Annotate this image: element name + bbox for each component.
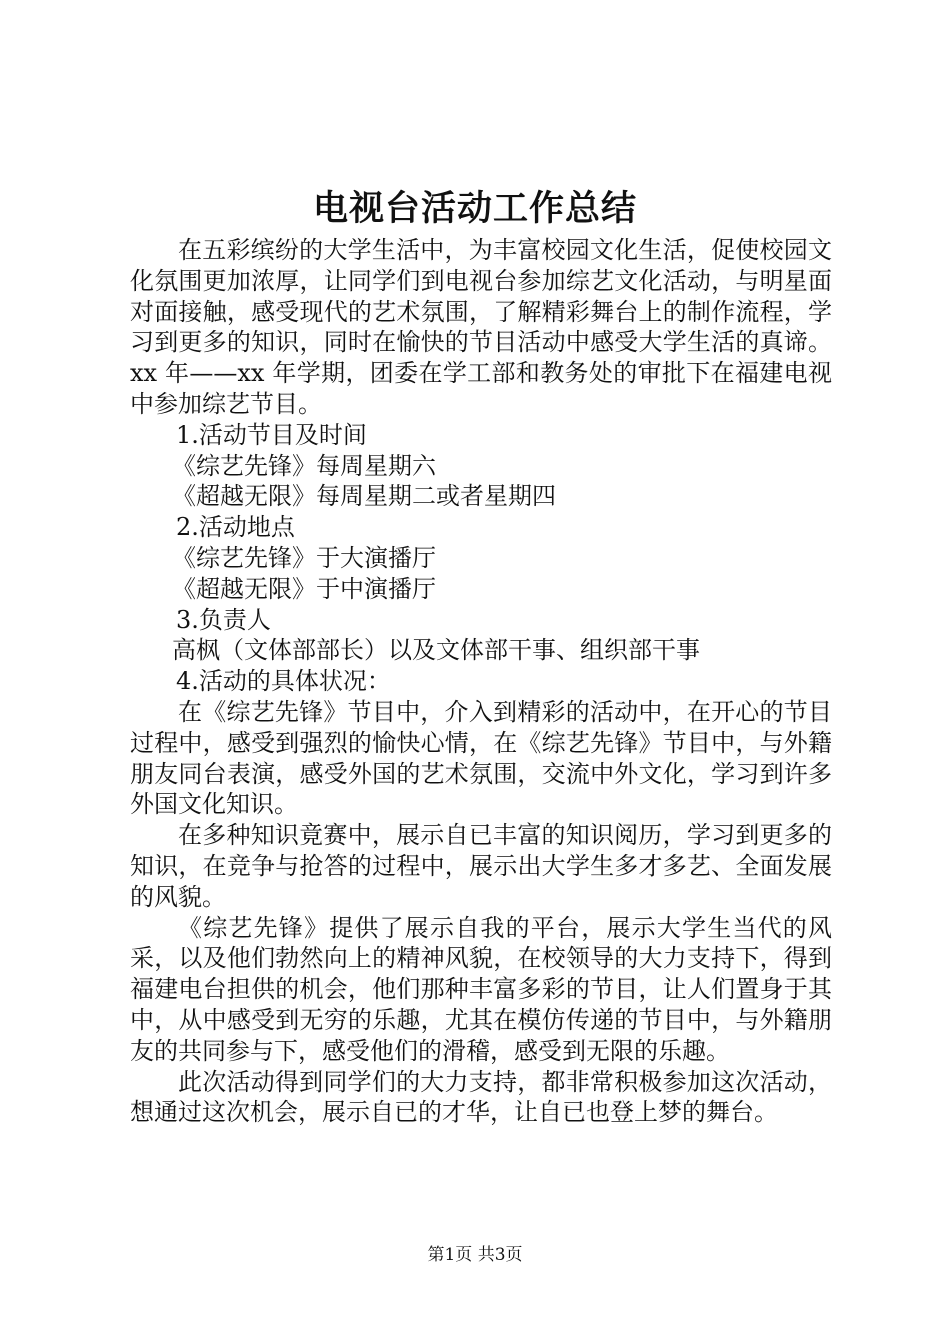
section-heading-responsible: 3.负责人: [176, 605, 271, 634]
document-title: 电视台活动工作总结: [312, 188, 637, 229]
program-time-line-2: 《超越无限》每周星期二或者星期四: [172, 482, 556, 511]
details-paragraph-2: 在多种知识竟赛中，展示自已丰富的知识阅历，学习到更多的知识，在竞争与抢答的过程中，展示出大学生多才多艺、全面发展的风貌。: [130, 821, 832, 911]
section-heading-program-time: 1.活动节目及时间: [176, 420, 367, 449]
details-paragraph-1: 在《综艺先锋》节目中，介入到精彩的活动中，在开心的节目过程中，感受到强烈的愉快心情，在《综艺先锋》节目中，与外籍朋友同台表演，感受外国的艺术氛围，交流中外文化，学习到许多外国文化知识。: [130, 697, 832, 819]
location-line-2: 《超越无限》于中演播厅: [172, 574, 436, 603]
section-heading-details: 4.活动的具体状况：: [176, 667, 391, 696]
section-heading-location: 2.活动地点: [176, 513, 295, 542]
document-body: [130, 235, 832, 1128]
details-paragraph-3: 《综艺先锋》提供了展示自我的平台，展示大学生当代的风采，以及他们勃然向上的精神风貌，在校领导的大力支持下，得到福建电台担供的机会，他们那种丰富多彩的节目，让人们置身于其中，从中感受到无穷的乐趣，尤其在模仿传递的节目中，与外籍朋友的共同参与下，感受他们的滑稽，感受到无限的乐趣。: [130, 913, 832, 1065]
intro-paragraph: 在五彩缤纷的大学生活中，为丰富校园文化生活，促使校园文化氛围更加浓厚，让同学们到电视台参加综艺文化活动，与明星面对面接触，感受现代的艺术氛围，了解精彩舞台上的制作流程，学习到更多的知识，同时在愉快的节目活动中感受大学生活的真谛。xx 年——xx 年学期，团委在学工部和教务处的审批下在福建电视中参加综艺节目。: [130, 236, 832, 418]
page-footer: 第1页 共3页: [427, 1245, 523, 1265]
details-paragraph-4: 此次活动得到同学们的大力支持，都非常积极参加这次活动，想通过这次机会，展示自已的才华，让自已也登上梦的舞台。: [130, 1067, 832, 1127]
location-line-1: 《综艺先锋》于大演播厅: [172, 543, 436, 572]
program-time-line-1: 《综艺先锋》每周星期六: [172, 451, 436, 480]
responsible-line: 高枫（文体部部长）以及文体部干事、组织部干事: [172, 636, 700, 665]
